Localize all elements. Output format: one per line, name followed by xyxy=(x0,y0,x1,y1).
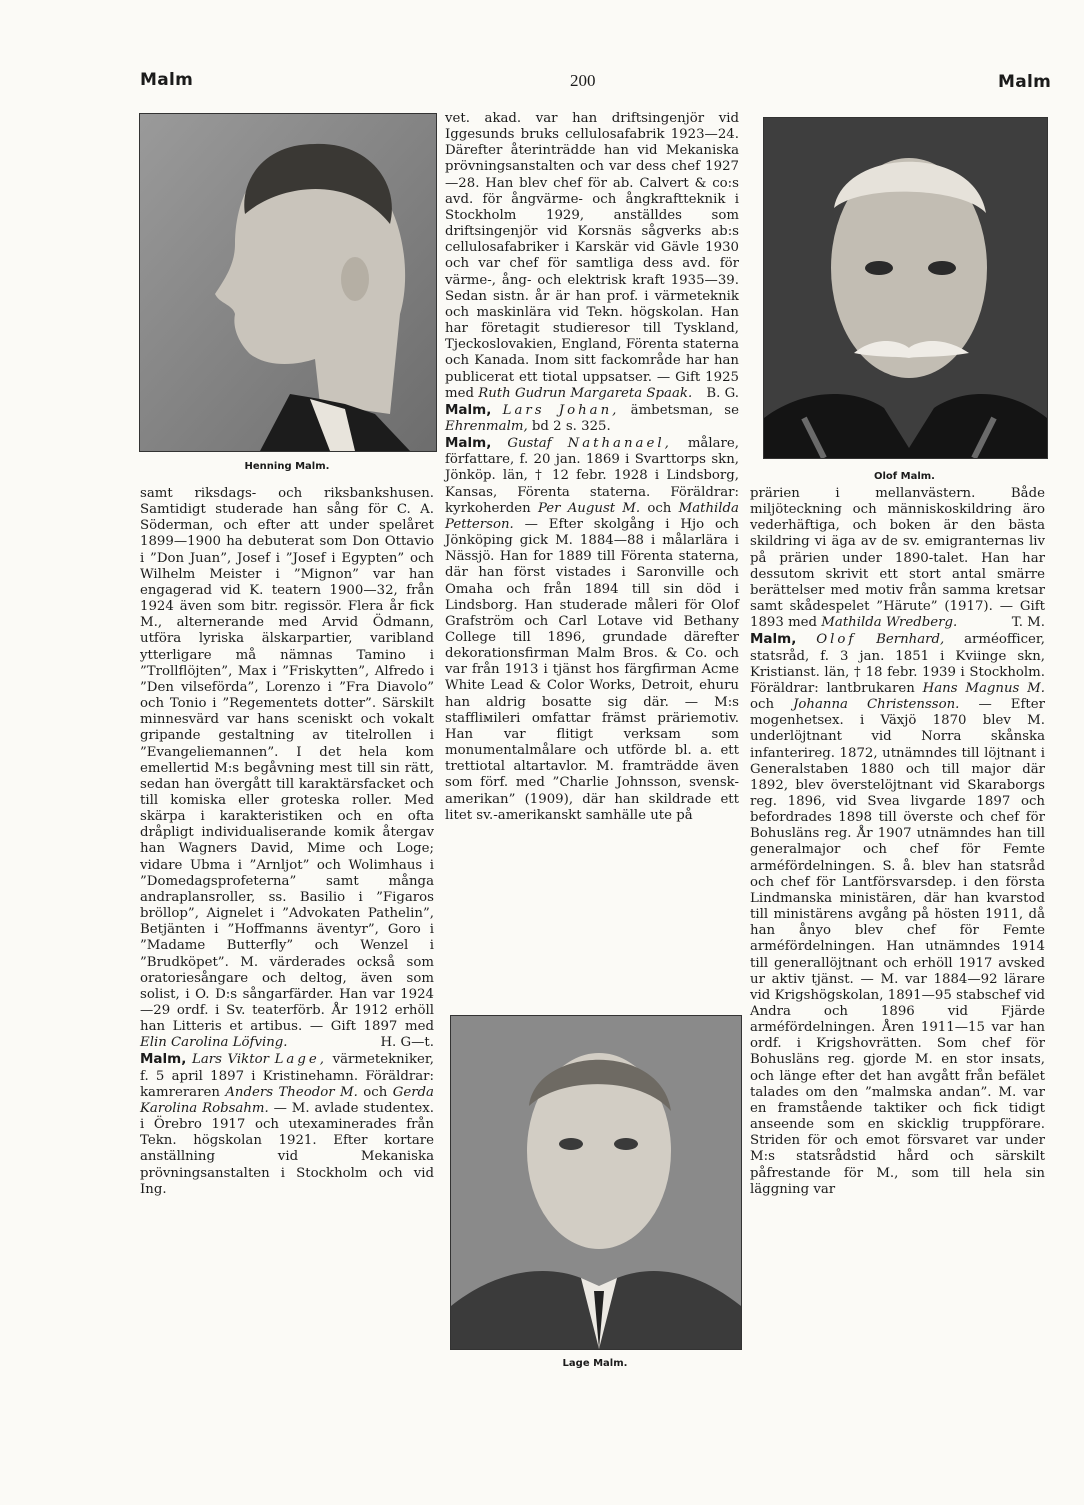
spouse-name: Mathilda Wredberg. xyxy=(821,615,958,631)
running-head-right: Malm xyxy=(998,72,1052,92)
entry-headword: Malm, xyxy=(140,1051,187,1068)
page-number: 200 xyxy=(570,71,596,90)
column-2 xyxy=(445,111,739,824)
author-signature: T. M. xyxy=(1011,615,1045,631)
lage-malm-caption: Lage Malm. xyxy=(562,1358,628,1369)
olof-bernhard-malm-article: Malm, Olof Bernhard, arméofficer, statsråd, f. 3 jan. 1851 i Kviinge skn, Kristianst. län, † 18 febr. 1939 i Stockholm. Föräldrar: lantbrukaren Hans Magnus M. och Johanna Christensson. — Efter mogenhetsex. i Växjö 1870 blev M. underlöjtnant vid Norra skånska infanterireg. 1872, utnämndes till löjtnant i Generalstaben 1880 och till major där 1892, blev överstelöjtnant vid Skaraborgs reg. 1896, vid Svea livgarde 1897 och befordrades 1898 till överste och chef för Bohusläns reg. År 1907 utnämndes han till generalmajor och chef för Femte arméfördelningen. S. å. blev han statsråd och chef för Lantförsvarsdep. i den första Lindmanska ministären, där han kvarstod till ministärens avgång på hösten 1911, då han ånyo blev chef för Femte arméfördelningen. Han utnämndes 1914 till generallöjtnant och erhöll 1917 avsked ur aktiv tjänst. — M. var 1884—92 lärare vid Krigshögskolan, 1891—95 stabschef vid Andra och 1896 vid Fjärde arméfördelningen. Åren 1911—15 var han ordf. i Krigshovrätten. Som chef för Bohusläns reg. gjorde M. en stor insats, och länge efter det han avgått från befälet talades om den ”malmska andan”. M. var en framstående taktiker och fick tidigt anseende som en skicklig truppförare. Striden för och emot försvaret var under M:s statsrådstid hård och särskilt påfrestande för M., som till hela sin läggning var xyxy=(750,631,1046,1197)
column-1 xyxy=(140,486,434,1198)
lage-malm-article-cont: vet. akad. var han driftsingenjör vid Iggesunds bruks cellulosafabrik 1923—24. Därefter återinträdde han vid Mekaniska prövningsanstalten och var dess chef 1927—28. Han blev chef för ab. Calvert & co:s avd. för ångvärme- och ångkraftteknik i Stockholm 1929, anställdes som driftsingenjör vid Korsnäs sågverks ab:s cellulosafabriker i Karskär vid Gävle 1930 och var chef för samtliga dess avd. för värme-, ång- och elektrisk kraft 1935—39. Sedan sistn. år är han prof. i värmeteknik och maskinlära vid Tekn. högskolan. Han har företagit studieresor till Tyskland, Tjeckoslovakien, England, Förenta staterna och Kanada. Inom sitt fackområde har han publicerat ett tiotal uppsatser. — Gift 1925 med Ruth Gudrun Margareta Spaak. B. G. xyxy=(445,111,739,401)
lars-johan-malm-entry: Malm, Lars Johan, ämbetsman, se Ehrenmalm, bd 2 s. 325. xyxy=(445,401,739,434)
gustaf-nathanael-malm-article-cont: prärien i mellanvästern. Både miljöteckning och människoskildring äro vederhäftiga, och boken är den bästa skildring vi äga av de sv. emigranternas liv på prärien under 1890-talet. Han har dessutom skrivit ett stort antal smärre berättelser med motiv från samma kretsar samt skådespelet ”Härute” (1917). — Gift 1893 med Mathilda Wredberg. T. M. xyxy=(750,486,1045,631)
running-head-left: Malm xyxy=(140,70,194,90)
author-signature: B. G. xyxy=(706,385,739,401)
lage-malm-article: Malm, Lars Viktor Lage, värmetekniker, f. 5 april 1897 i Kristinehamn. Föräldrar: kamreraren Anders Theodor M. och Gerda Karolina Robsahm. — M. avlade studentex. i Örebro 1917 och utexaminerades från Tekn. högskolan 1921. Efter kortare anställning vid Mekaniska prövningsanstalten i Stockholm och vid Ing. xyxy=(140,1051,434,1197)
henning-malm-portrait-icon xyxy=(139,113,437,452)
spouse-name: Elin Carolina Löfving. xyxy=(140,1035,288,1051)
olof-malm-caption: Olof Malm. xyxy=(874,471,935,482)
gustaf-nathanael-malm-article: Malm, Gustaf Nathanael, målare, författare, f. 20 jan. 1869 i Svarttorps skn, Jönköp. län, † 12 febr. 1928 i Lindsborg, Kansas, Förenta staterna. Föräldrar: kyrkoherden Per August M. och Mathilda Petterson. — Efter skolgång i Hjo och Jönköping gick M. 1884—88 i målarlära i Nässjö. Han for 1889 till Förenta staterna, där han först vistades i Saronville och Omaha och från 1894 till sin död i Lindsborg. Han studerade måleri för Olof Grafström och Carl Lotave vid Bethany College till 1896, grundade därefter dekorationsfirman Malm Bros. & Co. och var från 1913 i tjänst hos färgfirman Acme White Lead & Color Works, Detroit, ehuru han aldrig bosatte sig där. — M:s staffliміleri omfattar främst präriemotiv. Han var flitigt verksam som monumentalmålare och utförde bl. a. ett trettiotal altartavlor. M. framträdde även som förf. med ”Charlie Johnsson, svensk-amerikan” (1909), där han skildrade ett litet sv.-amerikanskt samhälle ute på xyxy=(445,435,739,823)
entry-headword: Malm, xyxy=(750,631,797,648)
lage-malm-portrait-icon xyxy=(450,1015,742,1350)
author-signature: H. G—t. xyxy=(380,1035,434,1051)
henning-malm-article-end: samt riksdags- och riksbankshusen. Samtidigt studerade han sång för C. A. Söderman, och efter att under spelåret 1899—1900 ha debuterat som Don Ottavio i ”Don Juan”, Josef i ”Josef i Egypten” och Wilhelm Meister i ”Mignon” var han engagerad vid K. teatern 1900—32, från 1924 även som bitr. regissör. Flera år fick M., alternerande med Arvid Ödmann, utföra lyriska älskarpartier, varibland ytterligare må nämnas Tamino i ”Trollflöjten”, Max i ”Friskytten”, Alfredo i ”Den vilseförda”, Lorenzo i ”Fra Diavolo” och Tonio i ”Regementets dotter”. Särskilt minnesvärd var hans sceniskt och vokalt gripande gestaltning av titelrollen i ”Evangeliemannen”. I det hela kom emellertid M:s begåvning mest till sin rätt, sedan han övergått till karaktärsfacket och till komiska eller groteska roller. Med skärpa i karakteristiken och en ofta dråpligt individualiserande komik återgav han Wagners David, Mime och Loge; vidare Ubma i ”Arnljot” och Wolimhaus i ”Domedagsprofeterna” samt många andraplansroller, ss. Basilio i ”Figaros bröllop”, Aignelet i ”Advokaten Pathelin”, Betjänten i ”Hoffmanns äventyr”, Goro i ”Madame Butterfly” och Wenzel i ”Brudköpet”. M. värderades också som oratoriesångare och deltog, även som solist, i O. D:s sångarfärder. Han var 1924—29 ordf. i Sv. teaterförb. År 1912 erhöll han Litteris et artibus. — Gift 1897 med Elin Carolina Löfving. H. G—t. xyxy=(140,486,434,1051)
entry-headword: Malm, xyxy=(445,435,492,452)
spouse-name: Ruth Gudrun Margareta Spaak. xyxy=(478,385,693,401)
column-3 xyxy=(750,486,1045,1198)
cross-reference-link[interactable]: Ehrenmalm, xyxy=(445,418,528,434)
entry-headword: Malm, xyxy=(445,401,492,418)
olof-malm-portrait-icon xyxy=(763,117,1048,459)
henning-malm-caption: Henning Malm. xyxy=(244,461,330,472)
